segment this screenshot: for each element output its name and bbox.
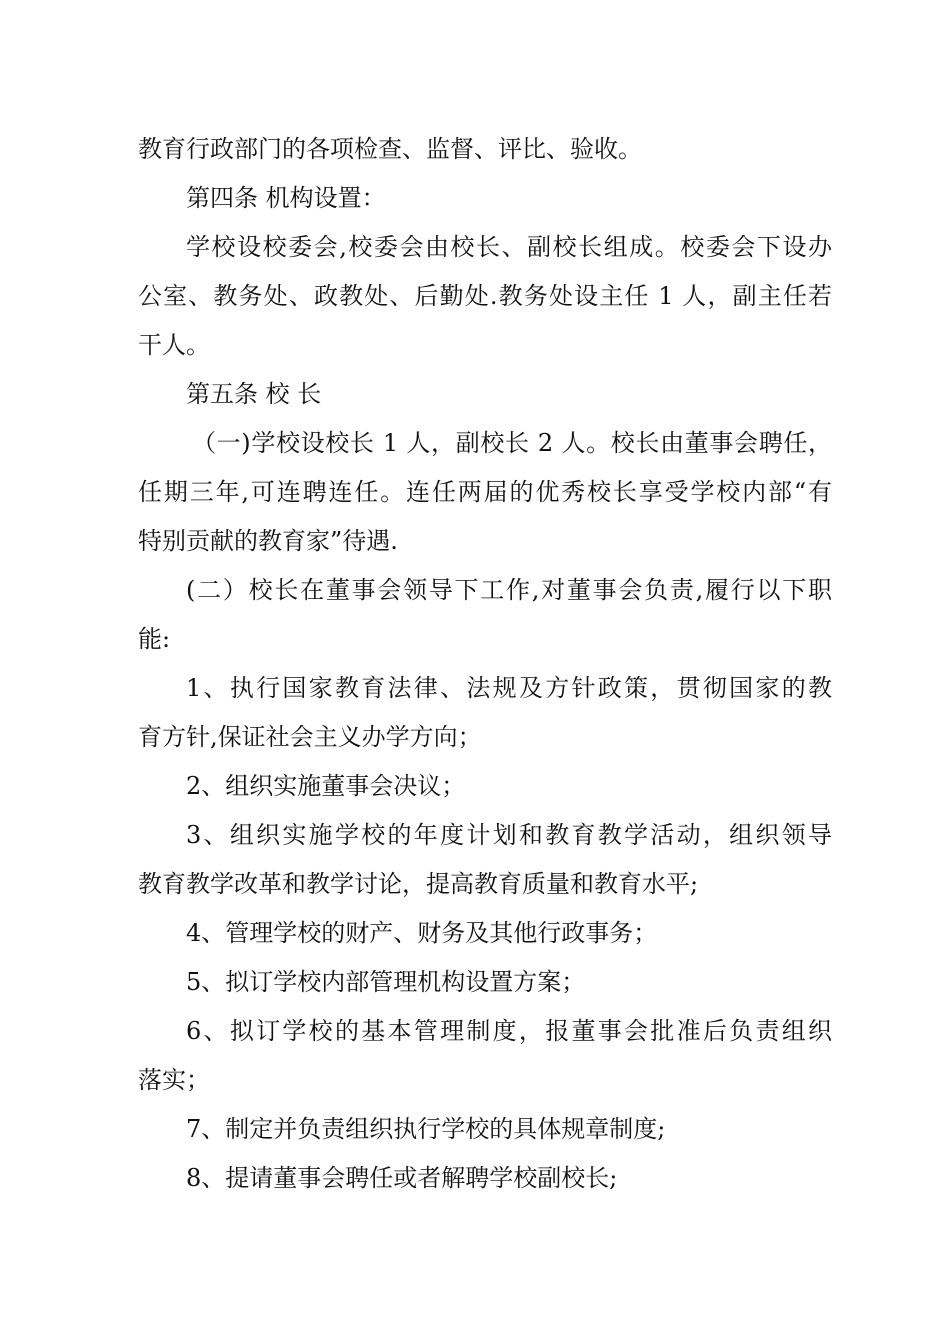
list-item: 2、组织实施董事会决议； — [186, 772, 466, 800]
text-line: 落实； — [138, 1066, 210, 1094]
text-line: （一)学校设校长 1 人，副校长 2 人。校长由董事会聘任， — [192, 429, 832, 457]
list-item: 4、管理学校的财产、财务及其他行政事务； — [186, 919, 658, 947]
text-line: 干人。 — [138, 331, 210, 359]
text-line: 能: — [138, 625, 171, 653]
list-item: 7、制定并负责组织执行学校的具体规章制度; — [186, 1115, 666, 1143]
list-item: 6、拟订学校的基本管理制度，报董事会批准后负责组织 — [186, 1017, 832, 1045]
text-line: 公室、教务处、政教处、后勤处.教务处设主任 1 人，副主任若 — [138, 282, 832, 310]
list-item: 8、提请董事会聘任或者解聘学校副校长; — [186, 1164, 618, 1192]
text-line: 教育行政部门的各项检查、监督、评比、验收。 — [138, 135, 642, 163]
text-line: 育方针,保证社会主义办学方向； — [138, 723, 482, 751]
list-item: 5、拟订学校内部管理机构设置方案； — [186, 968, 586, 996]
document-body — [138, 125, 832, 1203]
list-item: 3、组织实施学校的年度计划和教育教学活动，组织领导 — [186, 821, 832, 849]
article-heading: 第五条 校 长 — [186, 380, 322, 408]
text-line: 学校设校委会,校委会由校长、副校长组成。校委会下设办 — [186, 233, 832, 261]
text-line: 教育教学改革和教学讨论，提高教育质量和教育水平; — [138, 870, 699, 898]
text-line: 特别贡献的教育家”待遇. — [138, 527, 398, 555]
text-line: 任期三年,可连聘连任。连任两届的优秀校长享受学校内部“有 — [138, 478, 832, 506]
list-item: 1、执行国家教育法律、法规及方针政策，贯彻国家的教 — [186, 674, 832, 702]
article-heading: 第四条 机构设置： — [186, 184, 386, 212]
text-line: (二）校长在董事会领导下工作,对董事会负责,履行以下职 — [186, 576, 832, 604]
